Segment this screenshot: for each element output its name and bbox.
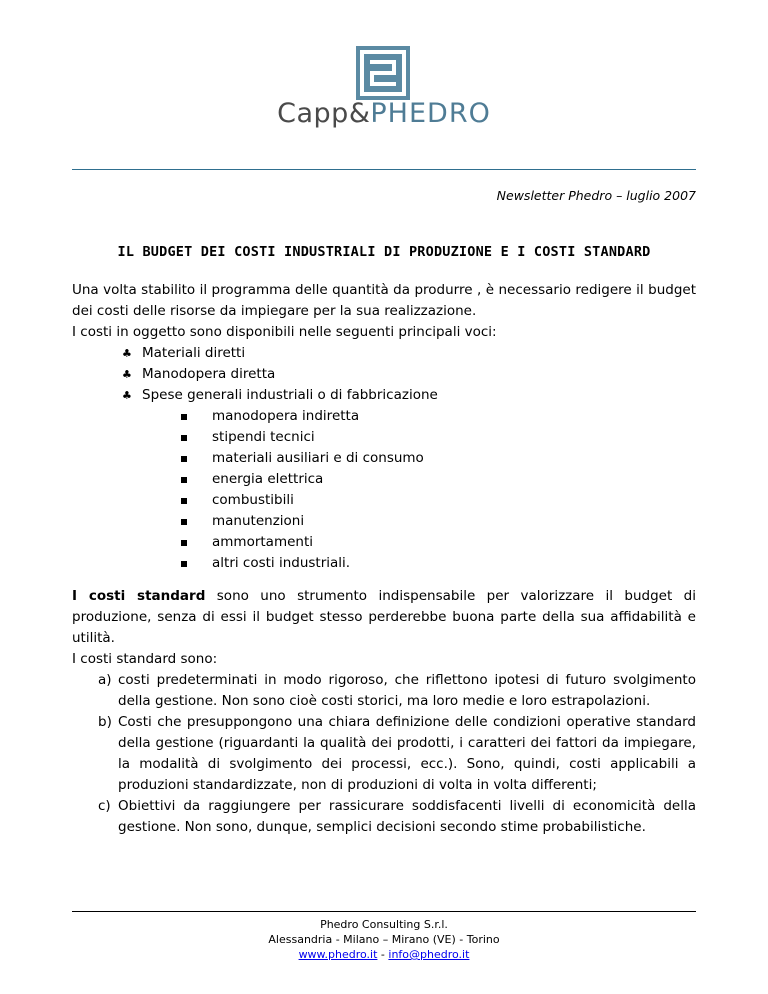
- standard-costs-paragraph: [72, 586, 696, 649]
- square-bullet-icon: [181, 456, 187, 462]
- intro-paragraph: Una volta stabilito il programma delle quantità da produrre , è necessario redigere il budget dei costi delle risorse da impiegare per la sua realizzazione.: [72, 282, 696, 319]
- footer-divider: [72, 911, 696, 912]
- list-item: [72, 448, 696, 469]
- company-logo: [0, 40, 768, 130]
- footer-locations: Alessandria - Milano – Mirano (VE) - Torino: [268, 933, 500, 946]
- square-bullet-icon: [181, 414, 187, 420]
- list-item-label: Spese generali industriali o di fabbricazione: [142, 387, 438, 403]
- list-item-label: altri costi industriali.: [212, 555, 351, 571]
- footer-links: [0, 947, 768, 962]
- square-bullet-icon: [181, 477, 187, 483]
- list-marker: c): [98, 798, 111, 814]
- list-item: [72, 364, 696, 385]
- logo-text-phedro: PHEDRO: [370, 98, 491, 129]
- list-item: [72, 670, 696, 712]
- list-item-label: Manodopera diretta: [142, 366, 276, 382]
- list-item: [72, 712, 696, 796]
- logo-mark-icon: [356, 46, 410, 100]
- logo-text-capp: Capp: [277, 98, 349, 129]
- list-item: [72, 490, 696, 511]
- list-item-label: stipendi tecnici: [212, 429, 315, 445]
- logo-wordmark: [0, 98, 768, 129]
- list-item-label: manodopera indiretta: [212, 408, 360, 424]
- list-item-label: manutenzioni: [212, 513, 305, 529]
- list-item-label: Materiali diretti: [142, 345, 246, 361]
- logo-text-amp: &: [348, 98, 371, 129]
- standard-costs-bold: I costi standard: [72, 588, 206, 604]
- cost-categories-list: [72, 343, 696, 406]
- standard-costs-list-lead: I costi standard sono:: [72, 651, 218, 667]
- intro-list-lead: I costi in oggetto sono disponibili nelle seguenti principali voci:: [72, 324, 497, 340]
- list-item: [72, 406, 696, 427]
- list-item: [72, 511, 696, 532]
- list-item-label: energia elettrica: [212, 471, 324, 487]
- list-item-text: costi predeterminati in modo rigoroso, che riflettono ipotesi di futuro svolgimento della gestione. Non sono cioè costi storici, ma loro medie e loro estrapolazioni.: [118, 672, 696, 709]
- club-bullet-icon: ♣: [122, 368, 132, 381]
- footer-company: Phedro Consulting S.r.l.: [320, 918, 448, 931]
- page-footer: [0, 917, 768, 962]
- header-divider: [72, 169, 696, 170]
- list-item: [72, 343, 696, 364]
- list-item: [72, 532, 696, 553]
- list-item-label: ammortamenti: [212, 534, 314, 550]
- list-item-label: materiali ausiliari e di consumo: [212, 450, 424, 466]
- footer-link-separator: -: [377, 948, 389, 961]
- standard-costs-text: sono uno strumento indispensabile per valorizzare il budget di produzione, senza di essi il budget stesso perderebbe buona parte della sua affidabilità e utilità.: [72, 588, 696, 646]
- list-item: [72, 427, 696, 448]
- square-bullet-icon: [181, 519, 187, 525]
- square-bullet-icon: [181, 561, 187, 567]
- list-item: [72, 796, 696, 838]
- overhead-subitems-list: [72, 406, 696, 574]
- article-body: [72, 280, 696, 838]
- email-link[interactable]: info@phedro.it: [388, 948, 470, 961]
- club-bullet-icon: ♣: [122, 347, 132, 360]
- list-item-label: combustibili: [212, 492, 294, 508]
- standard-costs-section: [72, 586, 696, 838]
- standard-costs-list: [72, 670, 696, 838]
- square-bullet-icon: [181, 435, 187, 441]
- square-bullet-icon: [181, 498, 187, 504]
- list-item-text: Costi che presuppongono una chiara definizione delle condizioni operative standard della gestione (riguardanti la qualità dei prodotti, i caratteri dei fattori da impiegare, la modalità di svolgimento dei processi, ecc.). Sono, quindi, costi applicabili a produzioni standardizzate, non di produzioni di volta in volta differenti;: [118, 714, 696, 793]
- list-item-text: Obiettivi da raggiungere per rassicurare soddisfacenti livelli di economicità della gestione. Non sono, dunque, semplici decisioni secondo stime probabilistiche.: [118, 798, 696, 835]
- website-link[interactable]: www.phedro.it: [298, 948, 378, 961]
- list-marker: a): [98, 672, 112, 688]
- square-bullet-icon: [181, 540, 187, 546]
- club-bullet-icon: ♣: [122, 389, 132, 402]
- newsletter-date: Newsletter Phedro – luglio 2007: [496, 188, 696, 203]
- list-item: [72, 385, 696, 406]
- list-item: [72, 553, 696, 574]
- list-item: [72, 469, 696, 490]
- list-marker: b): [98, 714, 112, 730]
- article-heading: IL BUDGET DEI COSTI INDUSTRIALI DI PRODUZIONE E I COSTI STANDARD: [117, 244, 651, 260]
